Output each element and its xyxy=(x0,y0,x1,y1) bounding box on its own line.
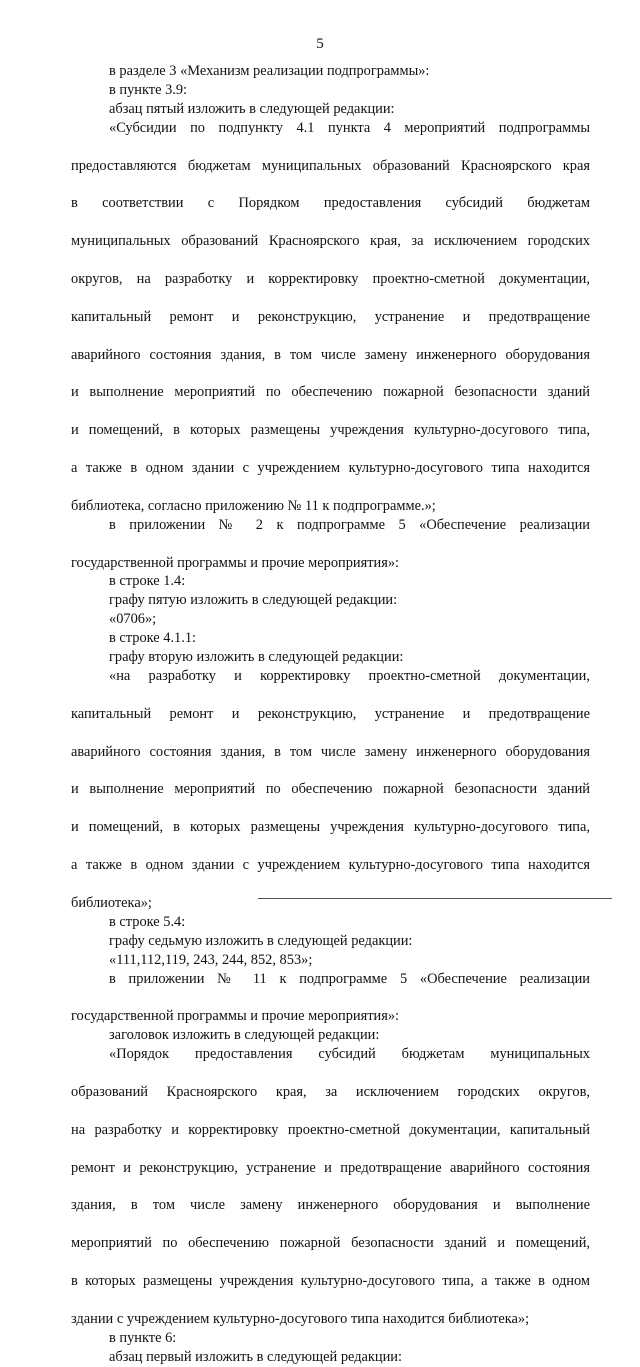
text-line: мероприятий по обеспечению пожарной безопасности зданий и помещений, xyxy=(71,1235,590,1252)
text-line: в разделе 3 «Механизм реализации подпрограммы»: xyxy=(109,63,430,79)
footer-rule xyxy=(258,898,612,899)
text-line: и выполнение мероприятий по обеспечению пожарной безопасности зданий xyxy=(71,384,590,401)
text-line: «0706»; xyxy=(109,611,157,628)
text-line: графу седьмую изложить в следующей редакции: xyxy=(109,932,413,949)
text-line: а также в одном здании с учреждением культурно-досугового типа находится xyxy=(71,460,590,477)
text-line: а также в одном здании с учреждением культурно-досугового типа находится xyxy=(71,857,590,874)
text-line: «Порядок предоставления субсидий бюджетам муниципальных xyxy=(109,1046,590,1063)
text-line: округов, на разработку и корректировку проектно-сметной документации, xyxy=(71,270,590,287)
text-line: аварийного состояния здания, в том числе замену инженерного оборудования xyxy=(71,743,590,760)
text-line: заголовок изложить в следующей редакции: xyxy=(109,1027,380,1044)
text-line: в соответствии с Порядком предоставления субсидий бюджетам xyxy=(71,195,590,212)
text-line: библиотека»; xyxy=(71,894,152,911)
text-line: в приложении № 2 к подпрограмме 5 «Обеспечение реализации xyxy=(109,516,590,533)
text-line: муниципальных образований Красноярского края, за исключением городских xyxy=(71,233,590,250)
text-line: аварийного состояния здания, в том числе замену инженерного оборудования xyxy=(71,346,590,363)
document-body xyxy=(71,62,590,1367)
text-line: ремонт и реконструкцию, устранение и предотвращение аварийного состояния xyxy=(71,1159,590,1176)
text-line: капитальный ремонт и реконструкцию, устранение и предотвращение xyxy=(71,705,590,722)
text-line: «Субсидии по подпункту 4.1 пункта 4 мероприятий подпрограммы xyxy=(109,119,590,136)
text-line: в пункте 3.9: xyxy=(109,81,188,98)
text-line: в строке 1.4: xyxy=(109,573,186,590)
text-line: предоставляются бюджетам муниципальных образований Красноярского края xyxy=(71,157,590,174)
text-line: государственной программы и прочие мероприятия»: xyxy=(71,554,400,571)
text-line: и выполнение мероприятий по обеспечению пожарной безопасности зданий xyxy=(71,781,590,798)
text-line: в строке 4.1.1: xyxy=(109,630,197,647)
text-line: здании с учреждением культурно-досугового типа находится библиотека»; xyxy=(71,1310,530,1327)
text-line: в пункте 6: xyxy=(109,1329,177,1346)
text-line: здания, в том числе замену инженерного оборудования и выполнение xyxy=(71,1197,590,1214)
text-line: «на разработку и корректировку проектно-сметной документации, xyxy=(109,668,590,684)
text-line: в которых размещены учреждения культурно-досугового типа, а также в одном xyxy=(71,1273,590,1289)
text-line: абзац первый изложить в следующей редакции: xyxy=(109,1348,403,1365)
text-line: графу пятую изложить в следующей редакции: xyxy=(109,592,398,609)
text-line: графу вторую изложить в следующей редакции: xyxy=(109,649,404,666)
text-line: библиотека, согласно приложению № 11 к подпрограмме.»; xyxy=(71,497,436,514)
text-line: и помещений, в которых размещены учреждения культурно-досугового типа, xyxy=(71,422,590,439)
text-line: и помещений, в которых размещены учреждения культурно-досугового типа, xyxy=(71,819,590,836)
text-line: капитальный ремонт и реконструкцию, устранение и предотвращение xyxy=(71,308,590,325)
text-line: в приложении № 11 к подпрограмме 5 «Обеспечение реализации xyxy=(109,970,590,987)
page-number: 5 xyxy=(316,36,324,52)
text-line: государственной программы и прочие мероприятия»: xyxy=(71,1008,400,1025)
text-line: на разработку и корректировку проектно-сметной документации, капитальный xyxy=(71,1121,590,1138)
text-line: в строке 5.4: xyxy=(109,913,186,930)
text-line: образований Красноярского края, за исключением городских округов, xyxy=(71,1083,590,1100)
text-line: абзац пятый изложить в следующей редакции: xyxy=(109,100,395,117)
text-line: «111,112,119, 243, 244, 852, 853»; xyxy=(109,951,313,968)
